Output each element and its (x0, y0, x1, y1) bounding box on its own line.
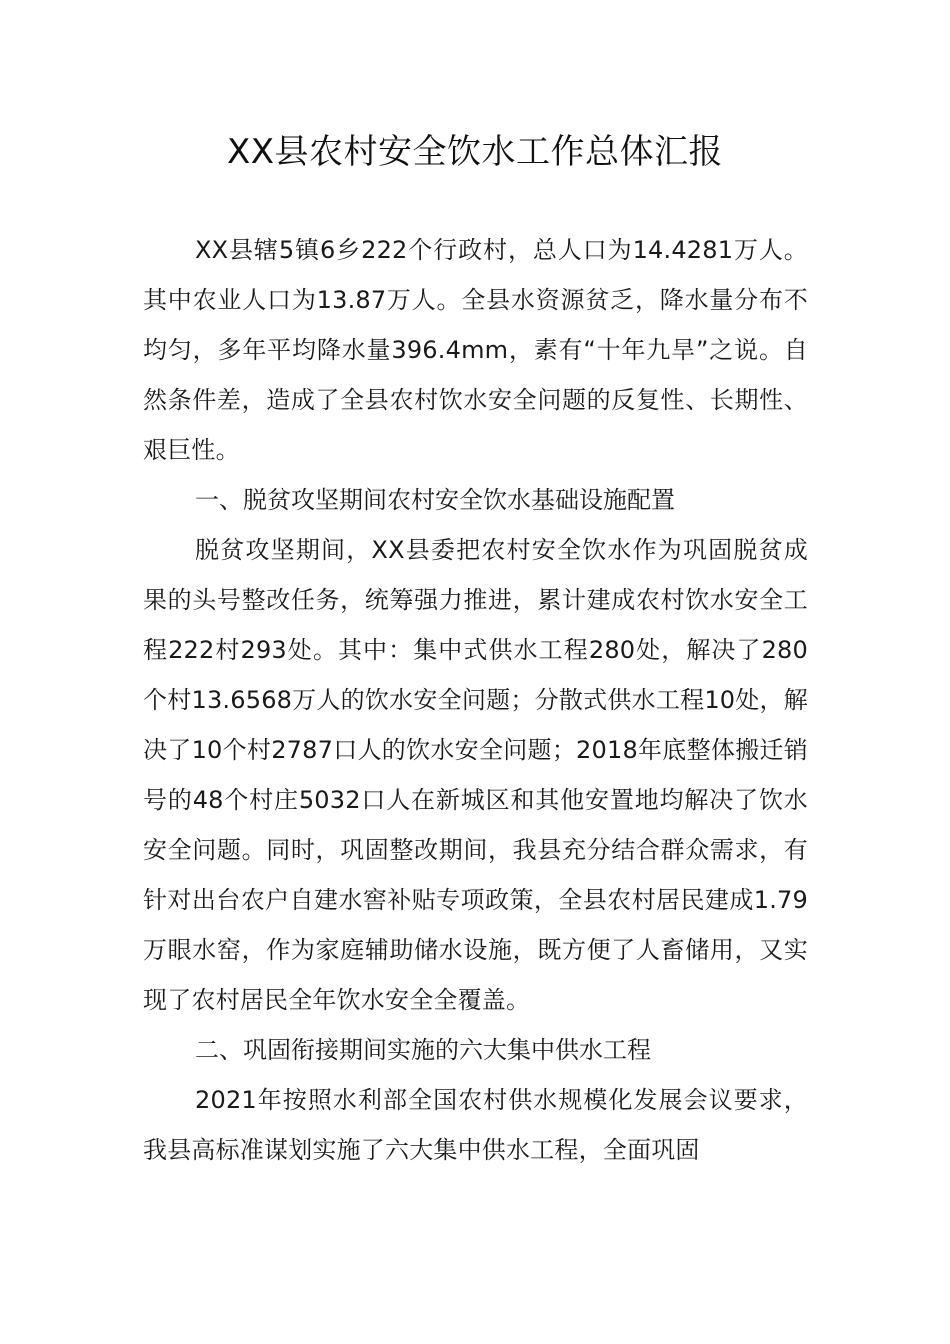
paragraph-section-1: 脱贫攻坚期间，XX县委把农村安全饮水作为巩固脱贫成果的头号整改任务，统筹强力推进，累计建成农村饮水安全工程222村293处。其中：集中式供水工程280处，解决了280个村13.6568万人的饮水安全问题；分散式供水工程10处，解决了10个村2787口人的饮水安全问题；2018年底整体搬迁销号的48个村庄5032口人在新城区和其他安置地均解决了饮水安全问题。同时，巩固整改期间，我县充分结合群众需求，有针对出台农户自建水窖补贴专项政策，全县农村居民建成1.79万眼水窑，作为家庭辅助储水设施，既方便了人畜储用，又实现了农村居民全年饮水安全全覆盖。 (143, 536, 808, 1014)
paragraph-section-2: 2021年按照水利部全国农村供水规模化发展会议要求，我县高标准谋划实施了六大集中供水工程，全面巩固 (143, 1086, 808, 1164)
section-heading-2: 二、巩固衔接期间实施的六大集中供水工程 (195, 1036, 651, 1064)
document-title: XX县农村安全饮水工作总体汇报 (226, 132, 724, 172)
paragraph-overview: XX县辖5镇6乡222个行政村，总人口为14.4281万人。其中农业人口为13.87万人。全县水资源贫乏，降水量分布不均匀，多年平均降水量396.4mm，素有“十年九旱”之说。自然条件差，造成了全县农村饮水安全问题的反复性、长期性、艰巨性。 (143, 236, 808, 464)
section-heading-1: 一、脱贫攻坚期间农村安全饮水基础设施配置 (195, 486, 675, 514)
document-body (143, 225, 808, 1175)
